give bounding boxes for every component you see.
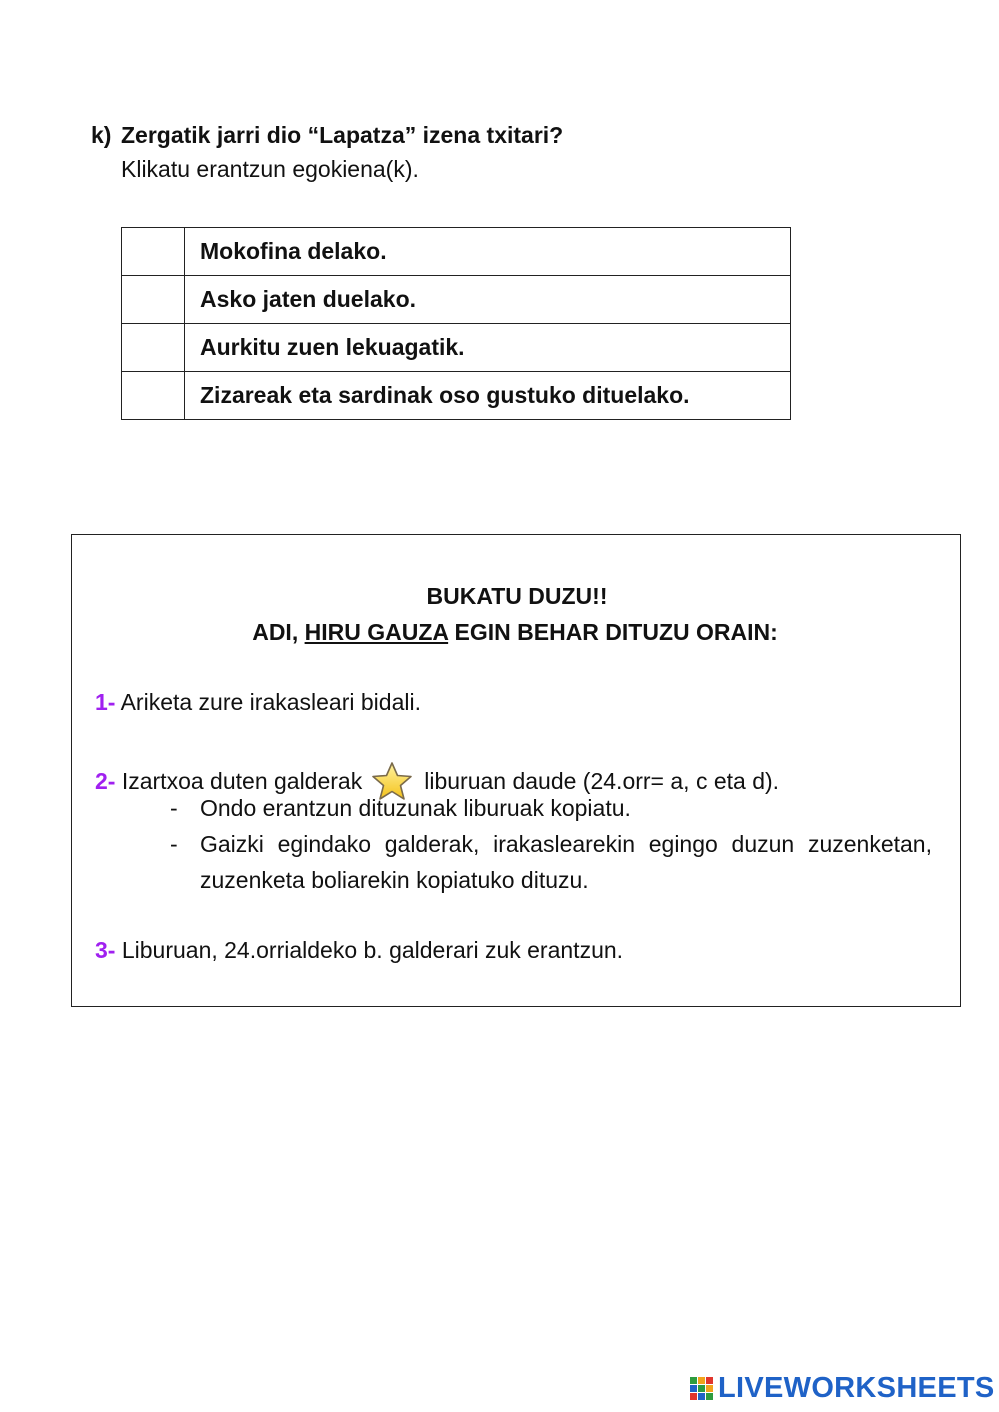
logo-text: LIVEWORKSHEETS bbox=[718, 1372, 995, 1404]
question-letter: k) bbox=[91, 122, 112, 148]
tasks-heading bbox=[70, 619, 960, 646]
question-block bbox=[91, 122, 563, 183]
answer-checkbox-4[interactable] bbox=[122, 372, 185, 420]
answer-option-2: Asko jaten duelako. bbox=[185, 276, 791, 324]
answer-checkbox-2[interactable] bbox=[122, 276, 185, 324]
finish-heading: BUKATU DUZU!! bbox=[426, 583, 608, 609]
step-1-text: Ariketa zure irakasleari bidali. bbox=[120, 689, 421, 715]
logo-mark-icon bbox=[690, 1377, 714, 1401]
subitem-text: Gaizki egindako galderak, irakaslearekin egingo duzun zuzenketan, zuzenketa boliarekin kopiatuko dituzu. bbox=[200, 831, 932, 893]
step-1-number: 1- bbox=[95, 689, 116, 715]
question-text: Zergatik jarri dio “Lapatza” izena txitari? bbox=[121, 122, 564, 148]
step-2-subitem-2 bbox=[170, 826, 932, 898]
tasks-heading-post: EGIN BEHAR DITUZU ORAIN: bbox=[454, 619, 778, 645]
step-1 bbox=[95, 689, 421, 716]
question-instruction: Klikatu erantzun egokiena(k). bbox=[121, 156, 419, 182]
subitem-marker: - bbox=[170, 831, 178, 857]
tasks-heading-underlined: HIRU GAUZA bbox=[304, 619, 449, 645]
step-3-text: Liburuan, 24.orrialdeko b. galderari zuk erantzun. bbox=[121, 937, 624, 963]
answer-row bbox=[122, 372, 791, 420]
subitem-text: Ondo erantzun dituzunak liburuak kopiatu. bbox=[200, 795, 631, 821]
step-2-number: 2- bbox=[95, 767, 116, 794]
answer-option-4: Zizareak eta sardinak oso gustuko dituelako. bbox=[185, 372, 791, 420]
answer-table bbox=[121, 227, 791, 420]
answer-row bbox=[122, 276, 791, 324]
answer-row bbox=[122, 324, 791, 372]
step-2-subitem-1 bbox=[170, 790, 932, 826]
answer-checkbox-1[interactable] bbox=[122, 228, 185, 276]
step-3 bbox=[95, 937, 623, 964]
liveworksheets-logo[interactable] bbox=[690, 1372, 995, 1405]
instructions-box bbox=[71, 534, 961, 1007]
answer-row bbox=[122, 228, 791, 276]
answer-option-3: Aurkitu zuen lekuagatik. bbox=[185, 324, 791, 372]
tasks-heading-pre: ADI, bbox=[252, 619, 299, 645]
step-2-text-before: Izartxoa duten galderak bbox=[121, 767, 363, 794]
answer-option-1: Mokofina delako. bbox=[185, 228, 791, 276]
answer-checkbox-3[interactable] bbox=[122, 324, 185, 372]
subitem-marker: - bbox=[170, 795, 178, 821]
step-3-number: 3- bbox=[95, 937, 116, 963]
step-2-text-after: liburuan daude (24.orr= a, c eta d). bbox=[424, 767, 780, 794]
